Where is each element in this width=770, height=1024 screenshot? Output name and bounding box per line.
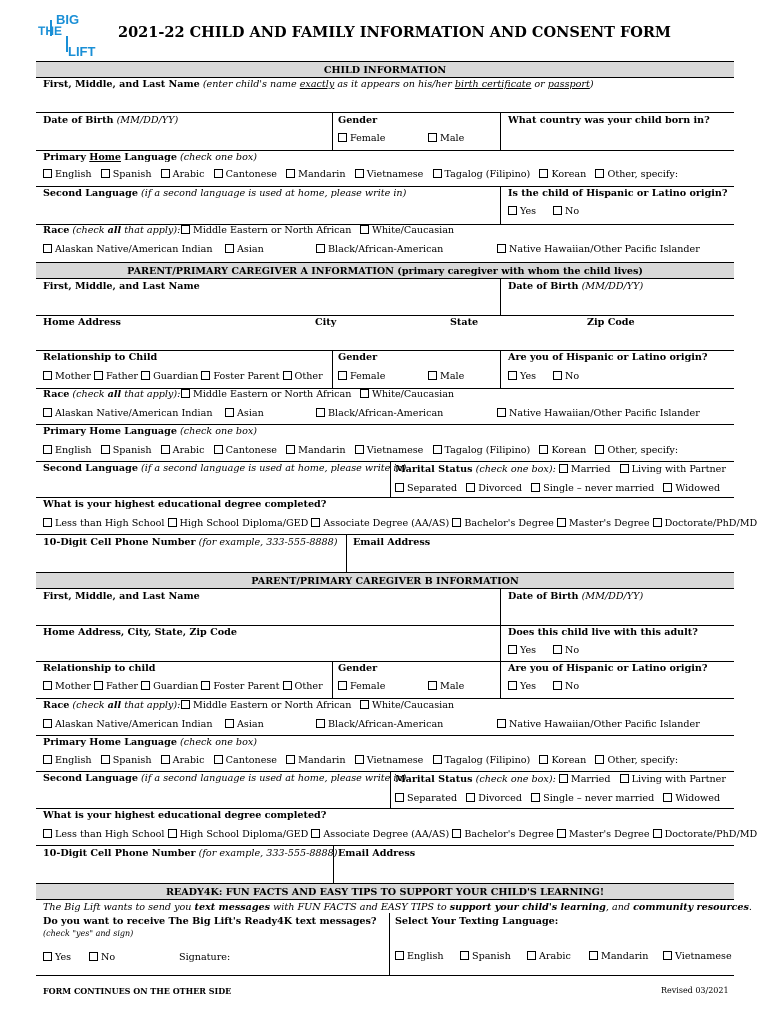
divider <box>36 625 734 626</box>
child-lang-options[interactable] <box>43 169 678 180</box>
logo-word-big: BIG <box>56 12 80 27</box>
parent-a-dob-label: Date of Birth (MM/DD/YY) <box>508 281 644 292</box>
parent-a-state-label: State <box>450 317 479 328</box>
footer-revised: Revised 03/2021 <box>661 986 729 995</box>
parent-b-hispanic-yes[interactable]: Yes <box>508 681 536 692</box>
parent-b-relationship-label: Relationship to child <box>43 663 156 674</box>
parent-a-hispanic-yes[interactable]: Yes <box>508 371 536 382</box>
parent-b-second-lang-label: Second Language (if a second language is used at home, please write in) <box>43 773 407 784</box>
divider <box>36 424 734 425</box>
lang-spanish: Spanish <box>101 169 152 180</box>
ready4k-check-hint: (check "yes" and sign) <box>43 929 134 938</box>
race-pacific[interactable]: Native Hawaiian/Other Pacific Islander <box>497 719 700 730</box>
parent-b-education-label: What is your highest educational degree completed? <box>43 810 327 821</box>
page-title: 2021-22 CHILD AND FAMILY INFORMATION AND CONSENT FORM <box>118 24 671 41</box>
divider <box>500 112 501 150</box>
parent-b-email-label: Email Address <box>338 848 416 859</box>
parent-b-marital-row1[interactable]: Marital Status (check one box): Married Living with Partner <box>395 774 726 785</box>
divider <box>500 350 501 388</box>
parent-b-dob-label: Date of Birth (MM/DD/YY) <box>508 591 644 602</box>
parent-b-phone-label: 10-Digit Cell Phone Number (for example, 333-555-8888) <box>43 848 338 859</box>
divider <box>36 698 734 699</box>
ready4k-no[interactable]: No <box>89 952 115 963</box>
divider <box>36 150 734 151</box>
parent-b-female[interactable]: Female <box>338 681 385 692</box>
child-lang-label: Primary Home Language (check one box) <box>43 152 257 163</box>
parent-a-male[interactable]: Male <box>428 371 464 382</box>
parent-a-phone-label: 10-Digit Cell Phone Number (for example, 333-555-8888) <box>43 537 338 548</box>
race-black[interactable]: Black/African-American <box>316 244 443 255</box>
parent-a-education-label: What is your highest educational degree completed? <box>43 499 327 510</box>
parent-a-name-label: First, Middle, and Last Name <box>43 281 200 292</box>
parent-a-zip-label: Zip Code <box>587 317 635 328</box>
divider <box>36 975 734 976</box>
parent-b-lang-label: Primary Home Language (check one box) <box>43 737 257 748</box>
divider <box>390 771 391 808</box>
parent-a-lang-options[interactable]: English Spanish Arabic Cantonese Mandarin Vietnamese Tagalog (Filipino) Korean Other, specify: <box>43 445 678 456</box>
ready4k-lang-vietnamese[interactable]: Vietnamese <box>663 951 732 962</box>
divider <box>36 186 734 187</box>
child-dob-label: Date of Birth (MM/DD/YY) <box>43 115 179 126</box>
lang-arabic: Arabic <box>161 169 205 180</box>
ready4k-intro: The Big Lift wants to send you text messages with FUN FACTS and EASY TIPS to support your child's learning, and community resources. <box>43 902 752 913</box>
parent-a-second-lang-label: Second Language (if a second language is used at home, please write in) <box>43 463 407 474</box>
signature-label: Signature: <box>179 952 231 963</box>
big-lift-logo <box>38 14 94 60</box>
lang-english: English <box>43 169 92 180</box>
child-male-checkbox[interactable]: Male <box>428 133 464 144</box>
parent-a-hispanic-label: Are you of Hispanic or Latino origin? <box>508 352 708 363</box>
lang-other: Other, specify: <box>595 169 678 180</box>
divider <box>36 112 734 113</box>
race-native[interactable]: Alaskan Native/American Indian <box>43 408 213 419</box>
parent-b-hispanic-label: Are you of Hispanic or Latino origin? <box>508 663 708 674</box>
ready4k-question: Do you want to receive The Big Lift's Ready4K text messages? <box>43 916 377 927</box>
race-asian[interactable]: Asian <box>225 408 264 419</box>
logo-word-lift: LIFT <box>68 44 96 59</box>
parent-a-marital-row2[interactable]: Separated Divorced Single – never married Widowed <box>395 483 720 494</box>
parent-a-relationship-label: Relationship to Child <box>43 352 158 363</box>
parent-a-lang-label: Primary Home Language (check one box) <box>43 426 257 437</box>
ready4k-lang-mandarin[interactable]: Mandarin <box>589 951 648 962</box>
ready4k-lang-arabic[interactable]: Arabic <box>527 951 571 962</box>
race-black[interactable]: Black/African-American <box>316 408 443 419</box>
parent-b-lives-yes[interactable]: Yes <box>508 645 536 656</box>
race-pacific[interactable]: Native Hawaiian/Other Pacific Islander <box>497 244 700 255</box>
parent-b-address-label: Home Address, City, State, Zip Code <box>43 627 237 638</box>
race-asian[interactable]: Asian <box>225 719 264 730</box>
race-native[interactable]: Alaskan Native/American Indian <box>43 244 213 255</box>
ready4k-yes[interactable]: Yes <box>43 952 71 963</box>
signature-line[interactable] <box>230 963 380 964</box>
divider <box>389 913 390 975</box>
race-white[interactable]: White/Caucasian <box>360 700 454 711</box>
lang-cantonese: Cantonese <box>214 169 277 180</box>
parent-b-gender-label: Gender <box>338 663 378 674</box>
race-white[interactable]: White/Caucasian <box>360 389 454 400</box>
divider <box>332 350 333 388</box>
parent-b-relationship-options[interactable]: Mother Father Guardian Foster Parent Other <box>43 681 323 692</box>
child-gender-label: Gender <box>338 115 378 126</box>
divider <box>332 661 333 699</box>
child-info-header: CHILD INFORMATION <box>36 61 734 78</box>
divider <box>36 534 734 535</box>
divider <box>36 845 734 846</box>
parent-b-lives-label: Does this child live with this adult? <box>508 627 698 638</box>
child-race-label: Race (check all that apply): <box>43 225 181 236</box>
divider <box>36 461 734 462</box>
ready4k-lang-spanish[interactable]: Spanish <box>460 951 511 962</box>
parent-a-education-options[interactable]: Less than High School High School Diploma/GED Associate Degree (AA/AS) Bachelor's Degree Master's Degree Doctorate/PhD/MD <box>43 518 757 529</box>
child-second-lang-label: Second Language (if a second language is used at home, please write in) <box>43 188 407 199</box>
race-native[interactable]: Alaskan Native/American Indian <box>43 719 213 730</box>
footer-continue: FORM CONTINUES ON THE OTHER SIDE <box>43 986 232 996</box>
parent-b-name-label: First, Middle, and Last Name <box>43 591 200 602</box>
divider <box>332 112 333 150</box>
race-white[interactable]: White/Caucasian <box>360 225 454 236</box>
race-pacific[interactable]: Native Hawaiian/Other Pacific Islander <box>497 408 700 419</box>
parent-a-email-label: Email Address <box>353 537 431 548</box>
divider <box>36 808 734 809</box>
parent-b-lang-options[interactable]: English Spanish Arabic Cantonese Mandarin Vietnamese Tagalog (Filipino) Korean Other, specify: <box>43 755 678 766</box>
parent-b-header: PARENT/PRIMARY CAREGIVER B INFORMATION <box>36 572 734 589</box>
race-mideast[interactable]: Middle Eastern or North African <box>181 700 351 711</box>
divider <box>36 315 734 316</box>
divider <box>36 497 734 498</box>
race-mideast[interactable]: Middle Eastern or North African <box>181 225 351 236</box>
parent-a-gender-label: Gender <box>338 352 378 363</box>
divider <box>36 735 734 736</box>
parent-b-marital-row2[interactable]: Separated Divorced Single – never married Widowed <box>395 793 720 804</box>
child-hispanic-label: Is the child of Hispanic or Latino origin? <box>508 188 728 199</box>
child-hispanic-yes[interactable]: Yes <box>508 206 536 217</box>
parent-a-city-label: City <box>315 317 337 328</box>
child-hispanic-no[interactable]: No <box>553 206 579 217</box>
lang-mandarin: Mandarin <box>286 169 345 180</box>
race-black[interactable]: Black/African-American <box>316 719 443 730</box>
divider <box>333 845 334 883</box>
parent-a-marital-row1[interactable]: Marital Status (check one box): Married Living with Partner <box>395 464 726 475</box>
divider <box>36 350 734 351</box>
parent-a-race-label: Race (check all that apply): <box>43 389 181 400</box>
lang-vietnamese: Vietnamese <box>355 169 424 180</box>
ready4k-header: READY4K: FUN FACTS AND EASY TIPS TO SUPPORT YOUR CHILD'S LEARNING! <box>36 883 734 900</box>
parent-a-female[interactable]: Female <box>338 371 385 382</box>
lang-tagalog: Tagalog (Filipino) <box>433 169 531 180</box>
race-asian[interactable]: Asian <box>225 244 264 255</box>
divider <box>36 661 734 662</box>
parent-a-address-label: Home Address <box>43 317 121 328</box>
child-name-label: First, Middle, and Last Name (enter child's name exactly as it appears on his/her birth certificate or passport) <box>43 79 594 90</box>
divider <box>346 534 347 572</box>
parent-a-relationship-options[interactable]: Mother Father Guardian Foster Parent Other <box>43 371 323 382</box>
divider <box>500 186 501 224</box>
child-country-label: What country was your child born in? <box>508 115 710 126</box>
divider <box>500 661 501 699</box>
divider <box>390 461 391 497</box>
parent-a-hispanic-no[interactable]: No <box>553 371 579 382</box>
parent-b-race-label: Race (check all that apply): <box>43 700 181 711</box>
parent-a-header: PARENT/PRIMARY CAREGIVER A INFORMATION (primary caregiver with whom the child lives) <box>36 262 734 279</box>
logo-word-the: THE <box>38 24 62 38</box>
lang-korean: Korean <box>539 169 586 180</box>
child-female-checkbox[interactable]: Female <box>338 133 385 144</box>
divider <box>36 771 734 772</box>
ready4k-lang-english[interactable]: English <box>395 951 444 962</box>
parent-b-lives-no[interactable]: No <box>553 645 579 656</box>
parent-b-hispanic-no[interactable]: No <box>553 681 579 692</box>
parent-b-male[interactable]: Male <box>428 681 464 692</box>
race-mideast[interactable]: Middle Eastern or North African <box>181 389 351 400</box>
ready4k-lang-label: Select Your Texting Language: <box>395 916 559 927</box>
divider <box>500 279 501 315</box>
parent-b-education-options[interactable]: Less than High School High School Diploma/GED Associate Degree (AA/AS) Bachelor's Degree Master's Degree Doctorate/PhD/MD <box>43 829 757 840</box>
